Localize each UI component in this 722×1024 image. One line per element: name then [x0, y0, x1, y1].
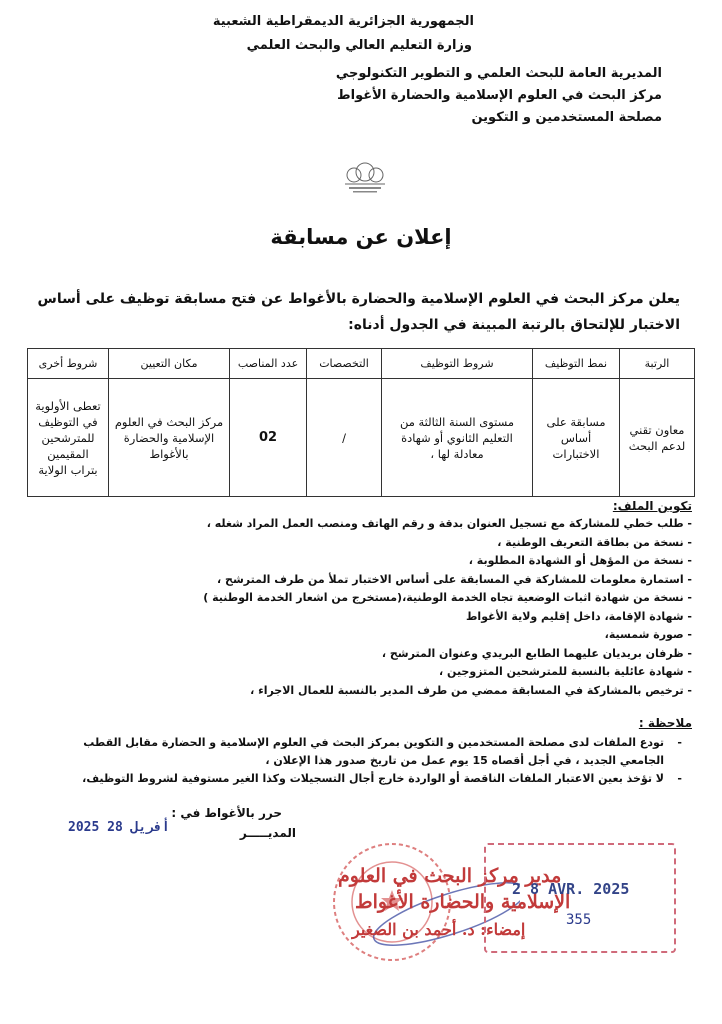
positions-table — [27, 348, 695, 497]
list-item: - طلب خطي للمشاركة مع تسجيل العنوان بدقة و رقم الهاتف ومنصب العمل المراد شغله ، — [52, 515, 692, 534]
col-header-recruitment-mode: نمط التوظيف — [533, 349, 620, 379]
list-item: - نسخة من شهادة اثبات الوضعية تجاه الخدمة الوطنية،(مستخرج من اشعار الخدمة الوطنية ) — [52, 589, 692, 608]
announcement-intro: يعلن مركز البحث في العلوم الإسلامية والحضارة بالأغواط عن فتح مسابقة توظيف على أساس الاختبار للإلتحاق بالرتبة المبينة في الجدول أدناه: — [37, 291, 680, 333]
cell-other-conditions: تعطى الأولوية في التوظيف للمترشحين المقيمين بتراب الولاية — [28, 379, 109, 497]
list-item: - لا تؤخذ بعين الاعتبار الملفات الناقصة أو الواردة خارج أجال التسجيلات وكذا الغير مستوفية لشروط التوظيف، — [62, 770, 682, 788]
signature-stamp-line-3: إمضاء: د. أحمد بن الصغير — [352, 920, 526, 939]
col-header-positions: عدد المناصب — [230, 349, 307, 379]
cell-conditions: مستوى السنة الثالثة من التعليم الثانوي أو شهادة معادلة لها ، — [382, 379, 533, 497]
cell-grade: معاون تقني لدعم البحث — [620, 379, 695, 497]
receipt-stamp-date: 2 8 AVR. 2025 — [512, 880, 630, 898]
cell-positions-count: 02 — [230, 379, 307, 497]
header-directorate: المديرية العامة للبحث العلمي و التطوير التكنولوجي — [335, 66, 662, 81]
handwritten-date: 2025 أفريل 28 — [68, 820, 170, 835]
col-header-conditions: شروط التوظيف — [382, 349, 533, 379]
signature-stamp-line-2: الإسلامية والحضارة الأغواط — [355, 891, 571, 913]
cell-recruitment-mode: مسابقة على أساس الاختبارات — [533, 379, 620, 497]
table-header-row — [28, 349, 695, 379]
list-item: - نسخة من المؤهل أو الشهادة المطلوبة ، — [52, 552, 692, 571]
col-header-other-conditions: شروط أخرى — [28, 349, 109, 379]
list-item: - شهادة عائلية بالنسبة للمترشحين المتزوجين ، — [52, 663, 692, 682]
notes-list — [62, 734, 682, 788]
center-logo-icon — [335, 158, 395, 196]
header-center: مركز البحث في العلوم الإسلامية والحضارة الأغواط — [337, 88, 662, 103]
signature-stamp-line-1: مدير مركز البحث في العلوم — [338, 865, 562, 887]
list-item: - استمارة معلومات للمشاركة في المسابقة على أساس الاختبار تملأ من طرف المترشح ، — [52, 571, 692, 590]
col-header-grade: الرتبة — [620, 349, 695, 379]
table-row — [28, 379, 695, 497]
file-section-title: تكوين الملف: — [612, 499, 692, 513]
file-requirements-list — [52, 515, 692, 700]
list-item: - شهادة الإقامة، داخل إقليم ولاية الأغواط — [52, 608, 692, 627]
header-ministry: وزارة التعليم العالي والبحث العلمي — [246, 38, 472, 53]
list-item: - صورة شمسية، — [52, 626, 692, 645]
header-service: مصلحة المستخدمين و التكوين — [471, 110, 662, 125]
col-header-location: مكان التعيين — [109, 349, 230, 379]
done-at-label: حرر بالأغواط في : — [171, 806, 282, 820]
col-header-specialties: التخصصات — [307, 349, 382, 379]
page-title: إعلان عن مسابقة — [270, 225, 452, 249]
header-republic: الجمهورية الجزائرية الديمقراطية الشعبية — [212, 14, 474, 29]
director-label: المديـــــر — [239, 826, 296, 840]
list-item: - ترخيص بالمشاركة في المسابقة ممضي من طرف المدير بالنسبة للعمال الاجراء ، — [52, 682, 692, 701]
cell-specialties: / — [307, 379, 382, 497]
receipt-stamp-number: 355 — [566, 912, 592, 928]
cell-location: مركز البحث في العلوم الإسلامية والحضارة بالأغواط — [109, 379, 230, 497]
notes-section-title: ملاحظة : — [638, 716, 692, 730]
receipt-stamp — [484, 843, 676, 953]
list-item: - ظرفان بريديان عليهما الطابع البريدي وعنوان المترشح ، — [52, 645, 692, 664]
list-item: - نسخة من بطاقة التعريف الوطنية ، — [52, 534, 692, 553]
list-item: - تودع الملفات لدى مصلحة المستخدمين و التكوين بمركز البحث في العلوم الإسلامية و الحضارة مقابل القطب الجامعي الجديد ، في أجل أقصاه 15 يوم عمل من تاريخ صدور هذا الإعلان ، — [62, 734, 682, 770]
